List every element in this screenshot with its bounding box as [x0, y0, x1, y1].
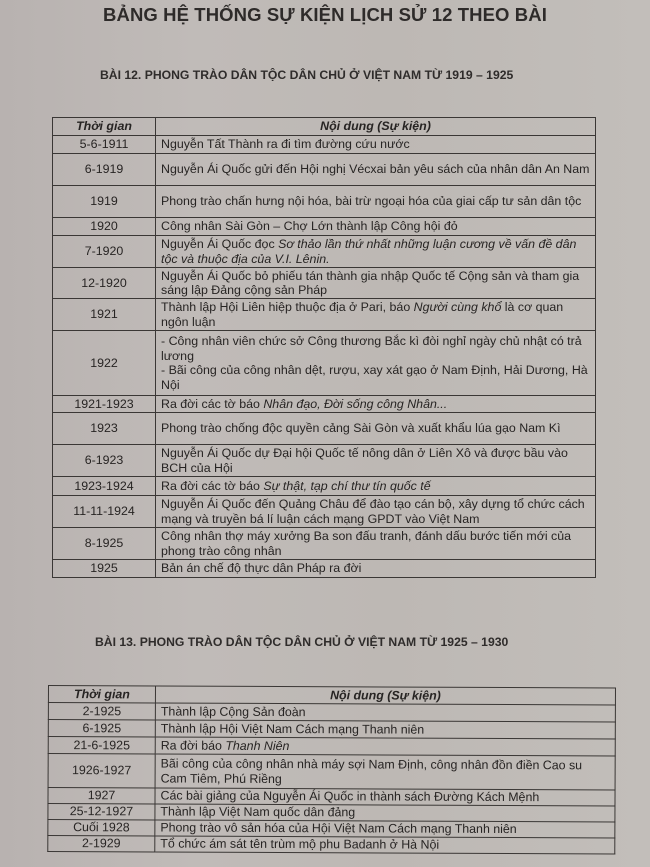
event-content-text: Ra đời các tờ báo: [161, 478, 264, 493]
table-row: [53, 528, 596, 560]
event-time: 1921: [53, 299, 156, 331]
event-content: [156, 477, 596, 496]
event-time: 1921-1923: [53, 396, 156, 413]
event-content: [155, 820, 615, 838]
event-content: [156, 445, 596, 477]
event-content-line: Các bài giảng của Nguyễn Ái Quốc in thành sách Đường Kách Mệnh: [160, 788, 540, 805]
event-content-line: Phong trào chống độc quyền cảng Sài Gòn và xuất khẩu lúa gạo Nam Kì: [161, 421, 561, 436]
event-content-line: Nguyễn Ái Quốc đến Quảng Châu để đào tạo cán bộ, xây dựng tổ chức cách mạng và truyền bá lí luận cách mạng GPDT vào Việt Nam: [161, 497, 585, 526]
event-content-text: Ra đời báo: [160, 738, 226, 753]
event-content: [156, 186, 596, 218]
table-row: [53, 236, 596, 268]
table-row: [53, 445, 596, 477]
event-time: 11-11-1924: [53, 496, 156, 528]
section-heading-bai-12: BÀI 12. PHONG TRÀO DÂN TỘC DÂN CHỦ Ở VIỆT NAM TỪ 1919 – 1925: [100, 68, 514, 82]
event-content-line: Nguyễn Ái Quốc dự Đại hội Quốc tế nông dân ở Liên Xô và được bầu vào BCH của Hội: [161, 446, 568, 475]
event-content-italic: Nhân đạo, Đời sống công Nhân...: [263, 396, 448, 411]
event-time: 25-12-1927: [48, 804, 155, 820]
event-content-italic: Thanh Niên: [225, 738, 290, 753]
event-content-italic: Sự thật, tạp chí thư tín quốc tế: [263, 478, 431, 493]
event-content: [155, 754, 615, 790]
events-table-bai-13: [47, 685, 616, 854]
event-content: [155, 804, 615, 822]
event-content-line: Nguyễn Tất Thành ra đi tìm đường cứu nước: [161, 137, 410, 152]
event-content-line: Bản án chế độ thực dân Pháp ra đời: [161, 561, 362, 576]
event-time: Cuối 1928: [48, 820, 155, 836]
event-content: [156, 396, 596, 413]
event-content-line: Công nhân Sài Gòn – Chợ Lớn thành lập Công hội đỏ: [161, 219, 458, 234]
event-content: [156, 299, 596, 331]
event-content-text: Ra đời các tờ báo: [161, 396, 264, 411]
table-row: [53, 136, 596, 154]
header-time: Thời gian: [53, 118, 156, 136]
event-content: [156, 268, 596, 299]
event-time: 6-1923: [53, 445, 156, 477]
header-time: Thời gian: [48, 686, 155, 703]
event-content: [156, 136, 596, 154]
table-row: [53, 268, 596, 299]
table-row: [53, 331, 596, 396]
event-time: 1920: [53, 218, 156, 236]
event-content: [156, 413, 596, 445]
event-content: [156, 528, 596, 560]
event-content: [156, 236, 596, 268]
table-row: [53, 396, 596, 413]
table-header-row: [53, 118, 596, 136]
event-time: 1926-1927: [48, 754, 155, 788]
event-content: [156, 331, 596, 396]
event-content: [156, 496, 596, 528]
event-content: [155, 720, 615, 739]
table-row: [53, 186, 596, 218]
event-content: [156, 218, 596, 236]
event-content-line: Công nhân thợ máy xưởng Ba son đấu tranh, đánh dấu bước tiến mới của phong trào công nhân: [161, 529, 572, 558]
event-content-line: Nguyễn Ái Quốc bỏ phiếu tán thành gia nhập Quốc tế Cộng sản và tham gia sáng lập Đảng cộng sản Pháp: [161, 268, 580, 297]
event-time: 1922: [53, 331, 156, 396]
event-content-italic: Người cùng khổ: [413, 300, 502, 314]
event-content: [156, 560, 596, 578]
event-content: [155, 703, 615, 722]
event-time: 5-6-1911: [53, 136, 156, 154]
event-time: 2-1925: [48, 703, 155, 720]
table-row: [53, 299, 596, 331]
table-row: [53, 218, 596, 236]
document-title: BẢNG HỆ THỐNG SỰ KIỆN LỊCH SỬ 12 THEO BÀI: [103, 4, 547, 25]
event-content: [156, 154, 596, 186]
table-row: [53, 477, 596, 496]
event-time: 1927: [48, 788, 155, 804]
event-content-line: - Bãi công của công nhân dệt, rượu, xay xát gạo ở Nam Định, Hải Dương, Hà Nội: [161, 363, 588, 392]
event-content: [155, 836, 615, 854]
event-time: 8-1925: [53, 528, 156, 560]
event-time: 6-1919: [53, 154, 156, 186]
event-content-text: Thành lập Hội Liên hiệp thuộc địa ở Pari, báo: [161, 300, 414, 314]
event-content-line: Thành lập Việt Nam quốc dân đảng: [160, 804, 356, 820]
event-content-line: Nguyễn Ái Quốc gửi đến Hội nghị Vécxai bản yêu sách của nhân dân An Nam: [161, 162, 590, 177]
event-time: 1919: [53, 186, 156, 218]
event-time: 6-1925: [48, 720, 155, 737]
event-time: 1923-1924: [53, 477, 156, 496]
event-time: 1923: [53, 413, 156, 445]
event-content-text: Nguyễn Ái Quốc đọc: [161, 237, 279, 251]
table-row: [48, 836, 615, 854]
header-content: Nội dung (Sự kiện): [155, 686, 615, 705]
event-time: 7-1920: [53, 236, 156, 268]
event-content: [155, 737, 615, 756]
event-content-text: là cơ quan ngôn luận: [161, 300, 564, 329]
event-time: 21-6-1925: [48, 737, 155, 754]
table-row: [53, 560, 596, 578]
event-content: [155, 788, 615, 806]
event-content-italic: Sơ thảo lần thứ nhất những luận cương về vấn đề dân tộc và thuộc địa của V.I. Lênin.: [161, 237, 577, 266]
event-time: 12-1920: [53, 268, 156, 299]
table-row: [53, 413, 596, 445]
event-content-line: - Công nhân viên chức sở Công thương Bắc kì đòi nghỉ ngày chủ nhật có trả lương: [161, 334, 582, 363]
event-time: 2-1929: [48, 836, 155, 852]
table-row: [53, 496, 596, 528]
event-content-line: Phong trào vô sản hóa của Hội Việt Nam Cách mạng Thanh niên: [160, 820, 517, 837]
header-content: Nội dung (Sự kiện): [156, 118, 596, 136]
events-table-bai-12: [52, 117, 596, 578]
table-row: [48, 754, 615, 790]
section-heading-bai-13: BÀI 13. PHONG TRÀO DÂN TỘC DÂN CHỦ Ở VIỆT NAM TỪ 1925 – 1930: [95, 635, 509, 649]
event-time: 1925: [53, 560, 156, 578]
event-content-line: Phong trào chấn hưng nội hóa, bài trừ ngoại hóa của giai cấp tư sản dân tộc: [161, 194, 582, 209]
event-content-line: Tổ chức ám sát tên trùm mộ phu Badanh ở Hà Nội: [160, 836, 440, 852]
event-content-line: Thành lập Hội Việt Nam Cách mạng Thanh niên: [160, 721, 425, 737]
event-content-line: Bãi công của công nhân nhà máy sợi Nam Định, công nhân đồn điền Cao su Cam Tiêm, Phú Riềng: [160, 756, 583, 786]
table-row: [53, 154, 596, 186]
event-content-line: Thành lập Cộng Sản đoàn: [160, 704, 306, 719]
